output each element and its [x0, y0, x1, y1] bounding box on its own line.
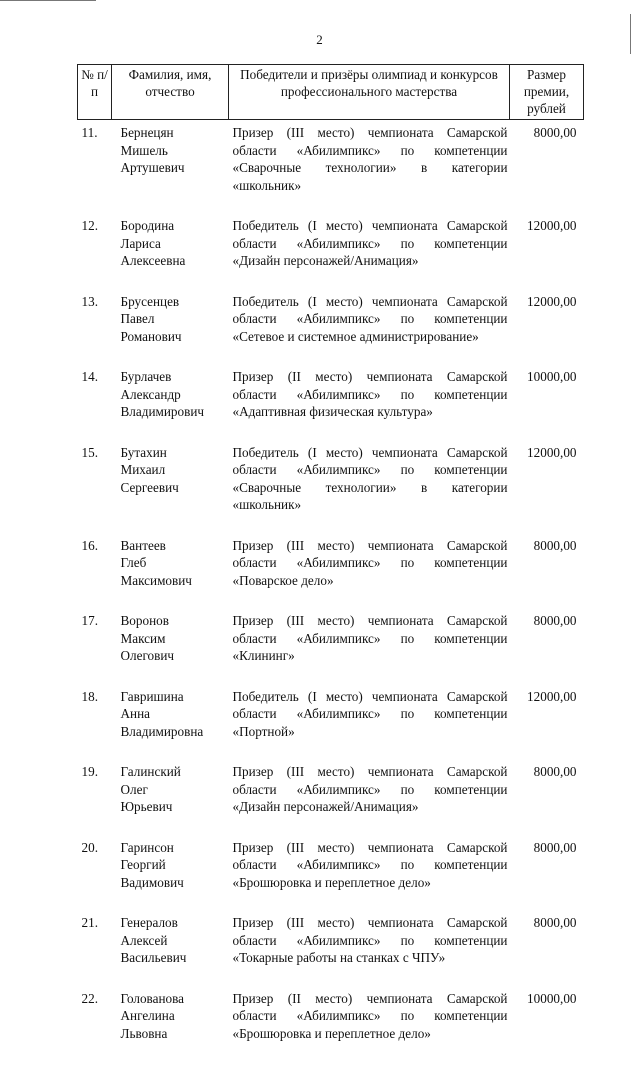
- row-achievement: Призер (III место) чемпионата Самарской области «Абилимпикс» по компетенции «Токарные работы на станках с ЧПУ»: [229, 914, 510, 990]
- name-part: Бородина: [121, 217, 227, 235]
- name-part: Бурлачев: [121, 368, 227, 386]
- name-part: Александр: [121, 386, 227, 404]
- row-full-name: [112, 217, 229, 293]
- row-achievement: Победитель (I место) чемпионата Самарской области «Абилимпикс» по компетенции «Сварочные технологии» в категории «школьник»: [229, 444, 510, 537]
- table-row: [78, 688, 584, 764]
- name-part: Гаринсон: [121, 839, 227, 857]
- row-achievement: Призер (III место) чемпионата Самарской области «Абилимпикс» по компетенции «Сварочные технологии» в категории «школьник»: [229, 120, 510, 218]
- row-prize-amount: 12000,00: [510, 444, 584, 537]
- winners-table: [77, 64, 584, 1065]
- name-part: Павел: [121, 310, 227, 328]
- row-full-name: [112, 444, 229, 537]
- table-row: [78, 217, 584, 293]
- name-part: Олегович: [121, 647, 227, 665]
- row-number: 18.: [78, 688, 112, 764]
- header-name: Фамилия, имя, отчество: [112, 65, 229, 120]
- row-prize-amount: 10000,00: [510, 990, 584, 1065]
- name-part: Мишель: [121, 142, 227, 160]
- row-full-name: [112, 120, 229, 218]
- table-header: [78, 65, 584, 120]
- table-row: [78, 612, 584, 688]
- name-part: Михаил: [121, 461, 227, 479]
- name-part: Максим: [121, 630, 227, 648]
- row-prize-amount: 8000,00: [510, 612, 584, 688]
- name-part: Воронов: [121, 612, 227, 630]
- row-achievement: Призер (III место) чемпионата Самарской области «Абилимпикс» по компетенции «Дизайн персонажей/Анимация»: [229, 763, 510, 839]
- name-part: Голованова: [121, 990, 227, 1008]
- header-number: № п/п: [78, 65, 112, 120]
- row-prize-amount: 8000,00: [510, 914, 584, 990]
- header-description: Победители и призёры олимпиад и конкурсов профессионального мастерства: [229, 65, 510, 120]
- table-row: [78, 839, 584, 915]
- name-part: Ангелина: [121, 1007, 227, 1025]
- row-prize-amount: 10000,00: [510, 368, 584, 444]
- row-full-name: [112, 368, 229, 444]
- row-full-name: [112, 914, 229, 990]
- row-full-name: [112, 293, 229, 369]
- name-part: Вадимович: [121, 874, 227, 892]
- row-prize-amount: 8000,00: [510, 120, 584, 218]
- row-full-name: [112, 537, 229, 613]
- row-achievement: Призер (III место) чемпионата Самарской области «Абилимпикс» по компетенции «Клининг»: [229, 612, 510, 688]
- name-part: Бернецян: [121, 124, 227, 142]
- name-part: Глеб: [121, 554, 227, 572]
- row-full-name: [112, 839, 229, 915]
- name-part: Анна: [121, 705, 227, 723]
- row-number: 20.: [78, 839, 112, 915]
- row-number: 19.: [78, 763, 112, 839]
- row-number: 12.: [78, 217, 112, 293]
- row-number: 21.: [78, 914, 112, 990]
- row-full-name: [112, 990, 229, 1065]
- row-achievement: Призер (III место) чемпионата Самарской области «Абилимпикс» по компетенции «Брошюровка и переплетное дело»: [229, 839, 510, 915]
- table-row: [78, 368, 584, 444]
- name-part: Владимирович: [121, 403, 227, 421]
- name-part: Гавришина: [121, 688, 227, 706]
- name-part: Лариса: [121, 235, 227, 253]
- row-number: 17.: [78, 612, 112, 688]
- name-part: Галинский: [121, 763, 227, 781]
- table-body: [78, 120, 584, 1065]
- table-row: [78, 293, 584, 369]
- name-part: Максимович: [121, 572, 227, 590]
- name-part: Алексеевна: [121, 252, 227, 270]
- name-part: Бутахин: [121, 444, 227, 462]
- name-part: Львовна: [121, 1025, 227, 1043]
- row-prize-amount: 8000,00: [510, 763, 584, 839]
- row-achievement: Призер (II место) чемпионата Самарской области «Абилимпикс» по компетенции «Брошюровка и переплетное дело»: [229, 990, 510, 1065]
- name-part: Георгий: [121, 856, 227, 874]
- name-part: Владимировна: [121, 723, 227, 741]
- header-prize: Размер премии, рублей: [510, 65, 584, 120]
- row-number: 13.: [78, 293, 112, 369]
- row-full-name: [112, 763, 229, 839]
- page-number: 2: [0, 32, 639, 48]
- row-number: 15.: [78, 444, 112, 537]
- name-part: Генералов: [121, 914, 227, 932]
- row-prize-amount: 12000,00: [510, 217, 584, 293]
- row-prize-amount: 8000,00: [510, 839, 584, 915]
- row-full-name: [112, 688, 229, 764]
- row-number: 14.: [78, 368, 112, 444]
- row-achievement: Призер (III место) чемпионата Самарской области «Абилимпикс» по компетенции «Поварское дело»: [229, 537, 510, 613]
- name-part: Сергеевич: [121, 479, 227, 497]
- name-part: Олег: [121, 781, 227, 799]
- table-row: [78, 120, 584, 218]
- table-row: [78, 444, 584, 537]
- row-prize-amount: 8000,00: [510, 537, 584, 613]
- name-part: Артушевич: [121, 159, 227, 177]
- table-row: [78, 990, 584, 1065]
- row-number: 22.: [78, 990, 112, 1065]
- row-achievement: Победитель (I место) чемпионата Самарской области «Абилимпикс» по компетенции «Дизайн персонажей/Анимация»: [229, 217, 510, 293]
- table-row: [78, 914, 584, 990]
- name-part: Романович: [121, 328, 227, 346]
- row-achievement: Победитель (I место) чемпионата Самарской области «Абилимпикс» по компетенции «Сетевое и системное администрирование»: [229, 293, 510, 369]
- name-part: Брусенцев: [121, 293, 227, 311]
- table-row: [78, 537, 584, 613]
- row-prize-amount: 12000,00: [510, 688, 584, 764]
- table-row: [78, 763, 584, 839]
- scan-edge-line: [0, 0, 96, 1]
- row-number: 11.: [78, 120, 112, 218]
- name-part: Вантеев: [121, 537, 227, 555]
- row-full-name: [112, 612, 229, 688]
- name-part: Васильевич: [121, 949, 227, 967]
- name-part: Алексей: [121, 932, 227, 950]
- name-part: Юрьевич: [121, 798, 227, 816]
- row-achievement: Призер (II место) чемпионата Самарской области «Абилимпикс» по компетенции «Адаптивная физическая культура»: [229, 368, 510, 444]
- row-number: 16.: [78, 537, 112, 613]
- row-prize-amount: 12000,00: [510, 293, 584, 369]
- row-achievement: Победитель (I место) чемпионата Самарской области «Абилимпикс» по компетенции «Портной»: [229, 688, 510, 764]
